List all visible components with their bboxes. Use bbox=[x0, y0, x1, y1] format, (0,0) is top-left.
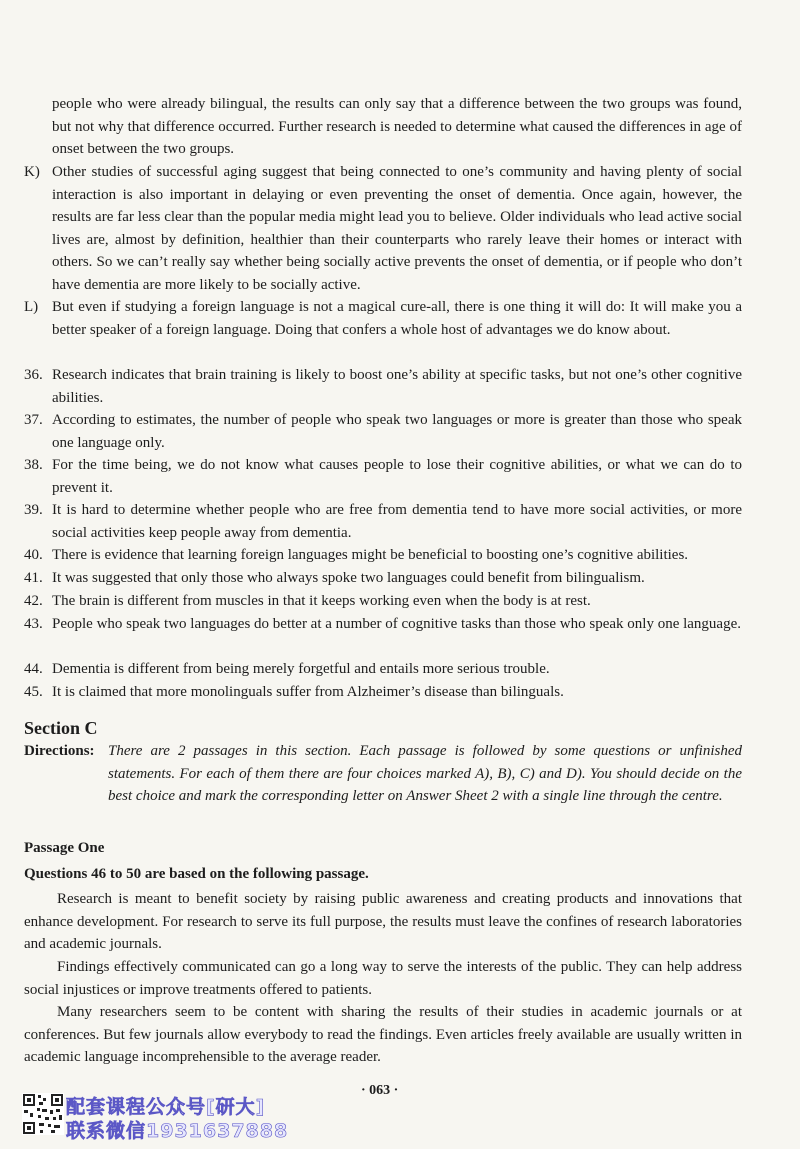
statement-45 bbox=[24, 681, 742, 704]
statement-44 bbox=[24, 658, 742, 681]
statement-text: People who speak two languages do better at a number of cognitive tasks than those who speak only one language. bbox=[52, 616, 741, 632]
statement-number: 38. bbox=[24, 457, 43, 473]
qr-code-icon bbox=[22, 1093, 64, 1135]
watermark-line-1: 配套课程公众号[研大] bbox=[66, 1096, 266, 1118]
paragraph-k bbox=[24, 161, 742, 297]
passage-paragraph: Research is meant to benefit society by raising public awareness and creating products and innovations that enhance development. For research to serve its full purpose, the results must leave the confines of research laboratories and academic journals. bbox=[24, 891, 742, 953]
statement-text: For the time being, we do not know what causes people to lose their cognitive abilities, or what we can do to prevent it. bbox=[52, 457, 742, 496]
statement-42 bbox=[24, 590, 742, 613]
statement-number: 43. bbox=[24, 616, 43, 632]
passage-paragraph: Many researchers seem to be content with sharing the results of their studies in academic journals or at conferences. But few journals allow everybody to read the findings. Even articles freely available are usually written in academic language incomprehensible to the average reader. bbox=[24, 1004, 742, 1066]
directions-block bbox=[24, 740, 742, 808]
watermark-line-2: 联系微信1931637888 bbox=[66, 1120, 289, 1142]
statement-number: 39. bbox=[24, 502, 43, 518]
statement-39 bbox=[24, 499, 742, 544]
statement-text: There is evidence that learning foreign languages might be beneficial to boosting one’s cognitive abilities. bbox=[52, 547, 689, 563]
statement-number: 36. bbox=[24, 367, 43, 383]
statement-number: 37. bbox=[24, 412, 43, 428]
statement-text: According to estimates, the number of people who speak two languages or more is greater than those who speak one language only. bbox=[52, 412, 742, 451]
paragraph-label: K) bbox=[24, 164, 40, 180]
statement-36 bbox=[24, 364, 742, 409]
statement-number: 44. bbox=[24, 661, 43, 677]
statement-text: It was suggested that only those who always spoke two languages could benefit from bilingualism. bbox=[52, 570, 645, 586]
paragraph-l bbox=[24, 296, 742, 341]
continuation-paragraph: people who were already bilingual, the results can only say that a difference between the two groups was found, but not why that difference occurred. Further research is needed to determine what caused the differences in age of onset between the two groups. bbox=[52, 96, 742, 158]
statement-40 bbox=[24, 544, 742, 567]
passage-paragraph: Findings effectively communicated can go a long way to serve the interests of the public. They can help address social injustices or improve treatments offered to patients. bbox=[24, 959, 742, 998]
paragraph-text: But even if studying a foreign language is not a magical cure-all, there is one thing it will do: It will make you a better speaker of a foreign language. Doing that confers a whole host of advantages we do know about. bbox=[52, 299, 742, 338]
passage-heading: Passage One bbox=[24, 840, 105, 856]
statement-43 bbox=[24, 613, 742, 636]
directions-text: There are 2 passages in this section. Each passage is followed by some questions or unfinished statements. For each of them there are four choices marked A), B), C) and D). You should decide on the best choice and mark the corresponding letter on Answer Sheet 2 with a single line through the centre. bbox=[108, 743, 742, 805]
paragraph-label: L) bbox=[24, 299, 39, 315]
statement-text: Research indicates that brain training is likely to boost one’s ability at specific tasks, but not one’s other cognitive abilities. bbox=[52, 367, 742, 406]
statement-number: 45. bbox=[24, 684, 43, 700]
directions-label: Directions: bbox=[24, 743, 95, 759]
statement-38 bbox=[24, 454, 742, 499]
statement-text: The brain is different from muscles in that it keeps working even when the body is at rest. bbox=[52, 593, 591, 609]
statement-text: It is claimed that more monolinguals suffer from Alzheimer’s disease than bilinguals. bbox=[52, 684, 564, 700]
statement-41 bbox=[24, 567, 742, 590]
statement-number: 42. bbox=[24, 593, 43, 609]
questions-heading: Questions 46 to 50 are based on the following passage. bbox=[24, 866, 369, 882]
section-c-heading: Section C bbox=[24, 718, 98, 738]
statement-number: 41. bbox=[24, 570, 43, 586]
statement-number: 40. bbox=[24, 547, 43, 563]
statement-text: It is hard to determine whether people who are free from dementia tend to have more social activities, or more social activities keep people away from dementia. bbox=[52, 502, 742, 541]
page-number: · 063 · bbox=[361, 1083, 399, 1098]
statement-37 bbox=[24, 409, 742, 454]
paragraph-text: Other studies of successful aging suggest that being connected to one’s community and having plenty of social interaction is also important in delaying or even preventing the onset of dementia. Once again, however, the results are far less clear than the popular media might lead you to believe. Older individuals who lead active social lives are, almost by definition, healthier than their counterparts who rarely leave their homes or interact with others. So we can’t really say whether being socially active prevents the onset of dementia, or if people who don’t have dementia are more likely to be socially active. bbox=[52, 164, 742, 293]
statement-text: Dementia is different from being merely forgetful and entails more serious trouble. bbox=[52, 661, 550, 677]
